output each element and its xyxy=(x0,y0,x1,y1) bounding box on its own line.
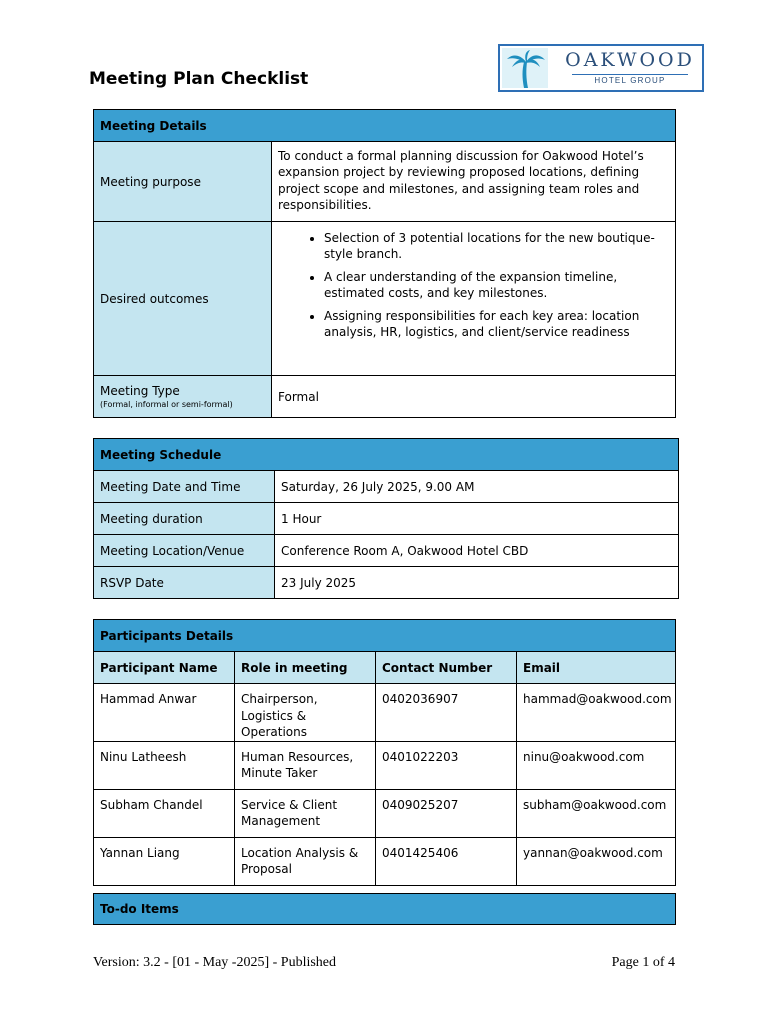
participant-role: Human Resources, Minute Taker xyxy=(235,741,376,789)
column-header: Role in meeting xyxy=(235,652,376,684)
schedule-value: Conference Room A, Oakwood Hotel CBD xyxy=(275,535,679,567)
participant-name: Yannan Liang xyxy=(94,837,235,885)
logo-name: OAKWOOD xyxy=(565,49,695,71)
table-row xyxy=(94,789,676,837)
meeting-schedule-table xyxy=(93,438,679,599)
table-row xyxy=(94,741,676,789)
table-row xyxy=(94,837,676,885)
meeting-type-note: (Formal, informal or semi-formal) xyxy=(100,400,233,409)
logo-divider xyxy=(572,74,688,75)
schedule-value: 23 July 2025 xyxy=(275,567,679,599)
participant-name: Ninu Latheesh xyxy=(94,741,235,789)
participant-role: Service & Client Management xyxy=(235,789,376,837)
outcome-item: • Selection of 3 potential locations for the new boutique-style branch. xyxy=(324,230,669,262)
participant-contact: 0401425406 xyxy=(376,837,517,885)
participant-name: Hammad Anwar xyxy=(94,684,235,742)
outcome-item: • Assigning responsibilities for each key area: location analysis, HR, logistics, and client/service readiness xyxy=(324,308,669,340)
schedule-label: Meeting Location/Venue xyxy=(94,535,275,567)
meeting-type-label-cell xyxy=(94,376,272,418)
palm-tree-icon xyxy=(502,48,548,88)
participant-email: ninu@oakwood.com xyxy=(517,741,676,789)
footer-version: Version: 3.2 - [01 - May -2025] - Published xyxy=(93,955,337,970)
participant-role: Location Analysis & Proposal xyxy=(235,837,376,885)
participants-header: Participants Details xyxy=(94,620,676,652)
meeting-type-value: Formal xyxy=(272,376,676,418)
participant-email: hammad@oakwood.com xyxy=(517,684,676,742)
participant-contact: 0409025207 xyxy=(376,789,517,837)
logo-subtitle: HOTEL GROUP xyxy=(594,76,666,85)
footer-page-number: Page 1 of 4 xyxy=(611,955,675,970)
participant-email: yannan@oakwood.com xyxy=(517,837,676,885)
participant-role: Chairperson, Logistics & Operations xyxy=(235,684,376,742)
schedule-label: Meeting duration xyxy=(94,503,275,535)
participant-name: Subham Chandel xyxy=(94,789,235,837)
todo-header: To-do Items xyxy=(94,894,676,925)
column-header: Contact Number xyxy=(376,652,517,684)
schedule-value: 1 Hour xyxy=(275,503,679,535)
participant-email: subham@oakwood.com xyxy=(517,789,676,837)
meeting-purpose-label: Meeting purpose xyxy=(94,142,272,222)
participants-table xyxy=(93,619,676,886)
participant-contact: 0401022203 xyxy=(376,741,517,789)
company-logo xyxy=(498,44,704,92)
meeting-purpose-value: To conduct a formal planning discussion for Oakwood Hotel’s expansion project by reviewing proposed locations, defining project scope and milestones, and assigning team roles and responsibilities. xyxy=(272,142,676,222)
meeting-details-header: Meeting Details xyxy=(94,110,676,142)
meeting-details-table xyxy=(93,109,676,418)
table-row xyxy=(94,684,676,742)
participant-contact: 0402036907 xyxy=(376,684,517,742)
schedule-label: RSVP Date xyxy=(94,567,275,599)
desired-outcomes-label: Desired outcomes xyxy=(94,222,272,376)
meeting-schedule-header: Meeting Schedule xyxy=(94,439,679,471)
schedule-value: Saturday, 26 July 2025, 9.00 AM xyxy=(275,471,679,503)
meeting-type-label: Meeting Type xyxy=(100,384,180,398)
outcome-item: • A clear understanding of the expansion timeline, estimated costs, and key milestones. xyxy=(324,269,669,301)
column-header: Email xyxy=(517,652,676,684)
schedule-label: Meeting Date and Time xyxy=(94,471,275,503)
desired-outcomes-cell xyxy=(272,222,676,376)
todo-table xyxy=(93,893,676,925)
page-title: Meeting Plan Checklist xyxy=(89,69,309,89)
column-header: Participant Name xyxy=(94,652,235,684)
